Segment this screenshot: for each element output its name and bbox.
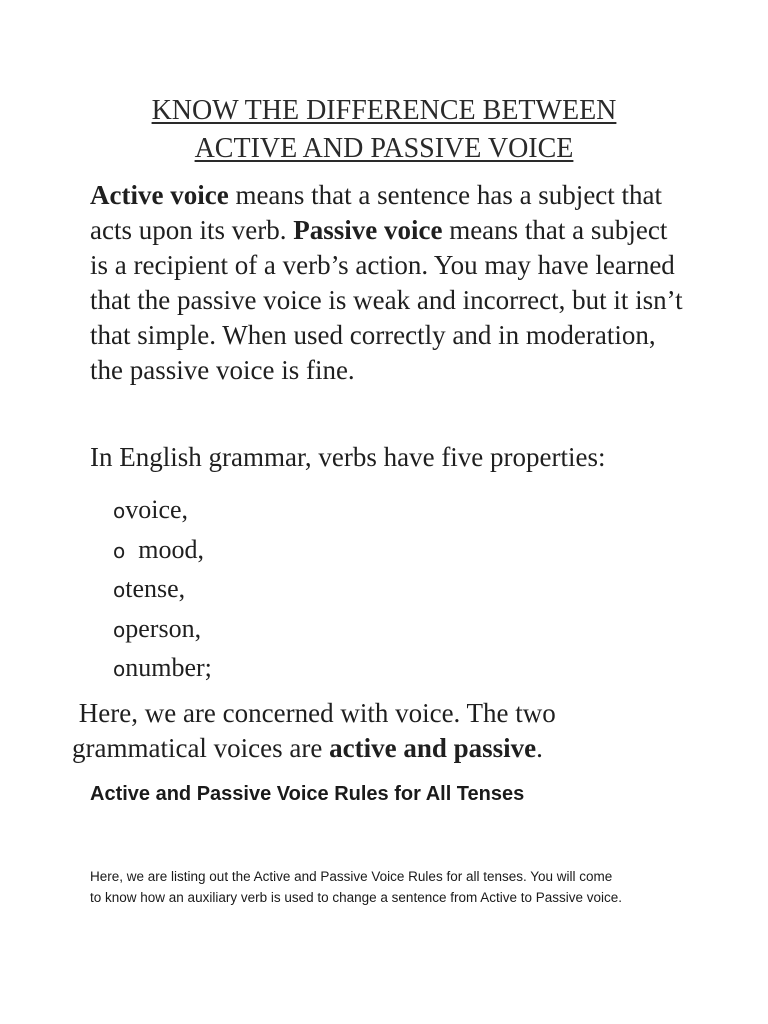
rules-subheading: Active and Passive Voice Rules for All Tenses: [90, 783, 525, 805]
voices-line-1: Here, we are concerned with voice. The two: [72, 698, 556, 728]
title-line-1: KNOW THE DIFFERENCE BETWEEN: [151, 95, 617, 126]
voices-bold-terms: active and passive: [329, 733, 537, 763]
definition-paragraph: [90, 178, 690, 388]
rules-intro-paragraph: [90, 866, 700, 908]
list-item-text: voice,: [125, 495, 189, 524]
voices-line-2: [72, 731, 712, 766]
list-item-text: tense,: [125, 574, 186, 603]
list-item-text: mood,: [125, 534, 204, 564]
page-title: [0, 92, 768, 168]
list-item-text: number;: [125, 653, 212, 682]
title-line-2: ACTIVE AND PASSIVE VOICE: [194, 133, 574, 164]
voices-paragraph: [72, 696, 712, 766]
voices-line-2-text: grammatical voices are: [72, 733, 330, 763]
circle-bullet-icon: o: [113, 499, 126, 523]
verb-properties-list: [113, 491, 212, 689]
list-item: [113, 649, 212, 689]
passive-voice-definition: means that a subject is a recipient of a verb’s action. You may have learned that the passive voice is weak and incorrect, but it isn’t that simple. When used correctly and in moderation, the passive voice is fine.: [90, 215, 683, 385]
voices-line-2-end: .: [536, 733, 543, 763]
rules-intro-line-1: Here, we are listing out the Active and Passive Voice Rules for all tenses. You will come: [90, 869, 613, 884]
list-item-text: person,: [125, 613, 202, 643]
circle-bullet-icon: o: [113, 657, 126, 681]
circle-bullet-icon: o: [113, 538, 126, 563]
rules-intro-line-2: to know how an auxiliary verb is used to change a sentence from Active to Passive voice.: [90, 890, 623, 905]
circle-bullet-icon: o: [113, 617, 126, 642]
list-item: [113, 531, 212, 571]
passive-voice-term: Passive voice: [293, 215, 443, 245]
list-item: [113, 570, 212, 610]
list-item: [113, 491, 212, 531]
list-item: [113, 610, 212, 650]
active-voice-term: Active voice: [90, 180, 229, 210]
circle-bullet-icon: o: [113, 578, 126, 602]
active-voice-definition: means that a sentence has a subject that acts upon its verb.: [90, 180, 663, 245]
properties-intro: In English grammar, verbs have five properties:: [90, 442, 606, 472]
